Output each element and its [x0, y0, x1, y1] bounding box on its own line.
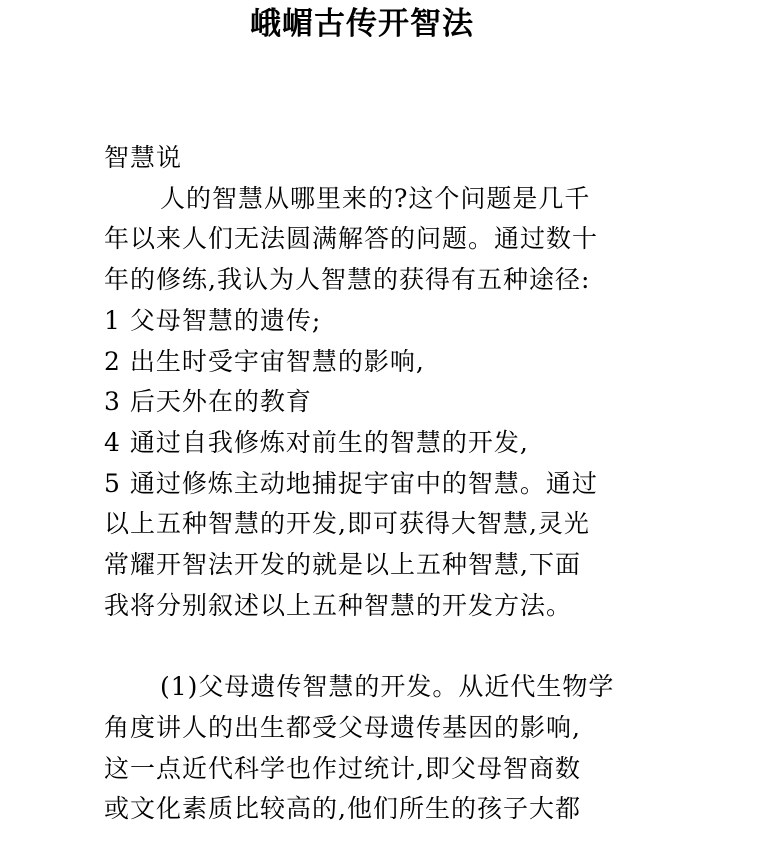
list-item: 1 父母智慧的遗传; — [104, 305, 322, 335]
list-item: 4 通过自我修炼对前生的智慧的开发, — [104, 427, 529, 457]
section-heading: 智慧说 — [104, 143, 183, 172]
document-body — [104, 138, 664, 830]
paragraph-line: 或文化素质比较高的,他们所生的孩子大都 — [104, 794, 581, 824]
list-item: 5 通过修炼主动地捕捉宇宙中的智慧。通过 — [104, 468, 598, 498]
paragraph-line: 以上五种智慧的开发,即可获得大智慧,灵光 — [104, 509, 590, 539]
paragraph-line: 年以来人们无法圆满解答的问题。通过数十 — [104, 224, 599, 254]
paragraph-line: 人的智慧从哪里来的?这个问题是几千 — [160, 183, 591, 213]
paragraph-line: 角度讲人的出生都受父母遗传基因的影响, — [104, 712, 581, 742]
document-title: 峨嵋古传开智法 — [250, 6, 474, 42]
list-item: 2 出生时受宇宙智慧的影响, — [104, 346, 425, 376]
paragraph-line: 我将分别叙述以上五种智慧的开发方法。 — [104, 590, 573, 620]
paragraph-line: 年的修练,我认为人智慧的获得有五种途径: — [104, 265, 591, 295]
paragraph-line: (1)父母遗传智慧的开发。从近代生物学 — [160, 672, 615, 702]
paragraph-gap — [104, 626, 664, 667]
paragraph-line: 常耀开智法开发的就是以上五种智慧,下面 — [104, 550, 581, 580]
list-item: 3 后天外在的教育 — [104, 387, 312, 417]
paragraph-line: 这一点近代科学也作过统计,即父母智商数 — [104, 753, 581, 783]
